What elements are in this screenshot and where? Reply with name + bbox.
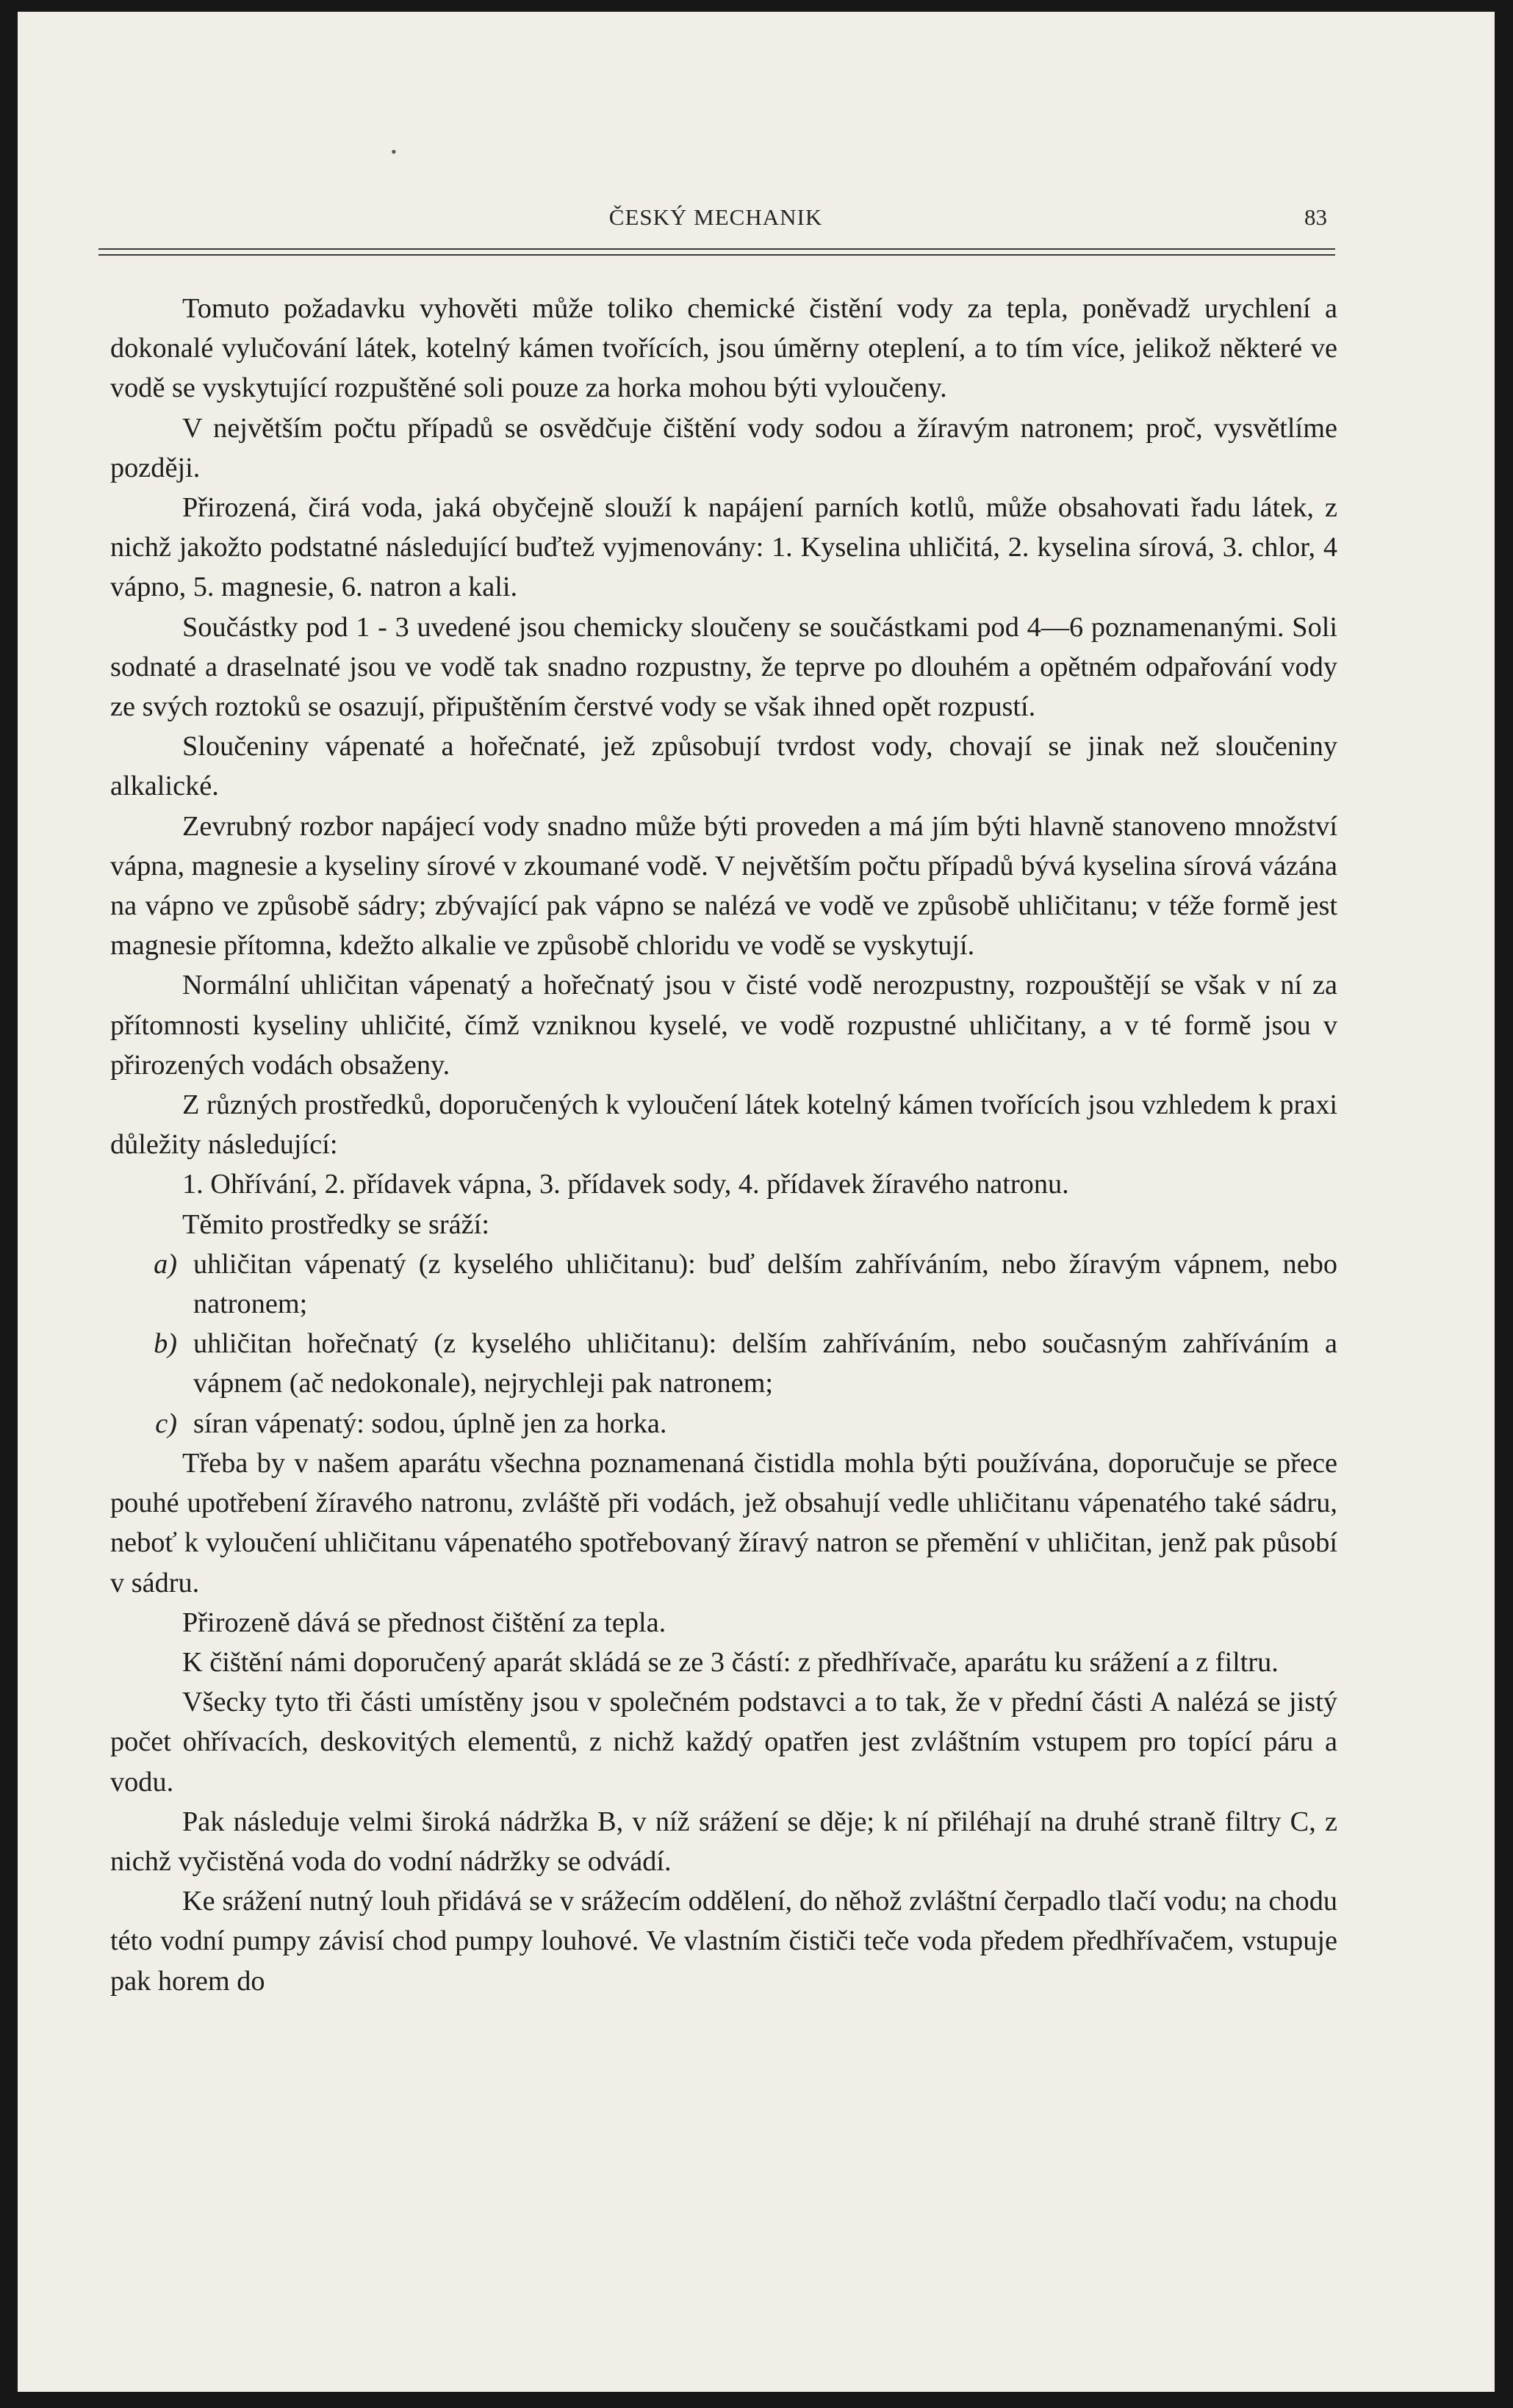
paragraph: Z různých prostředků, doporučených k vyloučení látek kotelný kámen tvořících jsou vzhledem k praxi důležity následující: [110,1089,1337,1161]
running-title: ČESKÝ MECHANIK [608,204,823,230]
paragraph: V největším počtu případů se osvědčuje čištění vody sodou a žíravým natronem; proč, vysvětlíme později. [110,412,1337,483]
page-number: 83 [1304,204,1327,230]
paragraph: Tomuto požadavku vyhověti může toliko chemické čistění vody za tepla, poněvadž urychlení a dokonalé vylučování látek, kotelný kámen tvořících, jsou úměrny oteplení, a to tím více, jelikož některé ve vodě se vyskytující rozpuštěné soli pouze za horka mohou býti vyloučeny. [110,293,1337,404]
list-item [110,1404,1337,1443]
paragraph: Zevrubný rozbor napájecí vody snadno může býti proveden a má jím býti hlavně stanoveno množství vápna, magnesie a kyseliny sírové v zkoumané vodě. V největším počtu případů bývá kyselina sírová vázána na vápno ve způsobě sádry; zbývající pak vápno se nalézá ve vodě ve způsobě uhličitanu; v téže formě jest magnesie přítomna, kdežto alkalie ve způsobě chloridu ve vodě se vyskytují. [110,810,1337,962]
list-text: uhličitan vápenatý (z kyselého uhličitanu): buď delším zahříváním, nebo žíravým vápnem, nebo natronem; [193,1248,1337,1320]
paragraph: Normální uhličitan vápenatý a hořečnatý jsou v čisté vodě nerozpustny, rozpouštějí se však v ní za přítomnosti kyseliny uhličité, čímž vzniknou kyselé, ve vodě rozpustné uhličitany, a v té formě jsou v přirozených vodách obsaženy. [110,970,1337,1081]
paragraph: K čištění námi doporučený aparát skládá se ze 3 částí: z předhřívače, aparátu ku srážení a z filtru. [182,1646,1279,1678]
list-label: c) [155,1407,177,1439]
precipitate-intro: Těmito prostředky se sráží: [182,1208,489,1240]
running-header [98,204,1333,248]
list-text: uhličitan hořečnatý (z kyselého uhličitanu): delším zahříváním, nebo současným zahříváním a vápnem (ač nedokonale), nejrychleji pak natronem; [193,1328,1337,1399]
precipitate-list [110,1244,1337,1443]
list-item [110,1324,1337,1403]
paragraph: Třeba by v našem aparátu všechna poznamenaná čistidla mohla býti používána, doporučuje se přece pouhé upotřebení žíravého natronu, zvláště při vodách, jež obsahují vedle uhličitanu vápenatého také sádru, neboť k vyloučení uhličitanu vápenatého spotřebovaný žíravý natron se přemění v uhličitan, jenž pak působí v sádru. [110,1447,1337,1598]
paragraph: Přirozeně dává se přednost čištění za tepla. [182,1607,666,1638]
paragraph: Součástky pod 1 - 3 uvedené jsou chemicky sloučeny se součástkami pod 4—6 poznamenanými. Soli sodnaté a draselnaté jsou ve vodě tak snadno rozpustny, že teprve po dlouhém a opětném odpařování vody ze svých roztoků se osazují, připuštěním čerstvé vody se však ihned opět rozpustí. [110,611,1337,723]
paragraph: Přirozená, čirá voda, jaká obyčejně slouží k napájení parních kotlů, může obsahovati řadu látek, z nichž jakožto podstatné následující buďtež vyjmenovány: 1. Kyselina uhličitá, 2. kyselina sírová, 3. chlor, 4 vápno, 5. magnesie, 6. natron a kali. [110,492,1337,603]
list-label: b) [154,1328,177,1360]
book-page [18,12,1495,2392]
paragraph: Pak následuje velmi široká nádržka B, v níž srážení se děje; k ní přiléhají na druhé straně filtry C, z nichž vyčistěná voda do vodní nádržky se odvádí. [110,1806,1337,1877]
header-rule-bottom [98,254,1335,256]
paragraph: Ke srážení nutný louh přidává se v srážecím oddělení, do něhož zvláštní čerpadlo tlačí vodu; na chodu této vodní pumpy závisí chod pumpy louhové. Ve vlastním čističi teče voda předem předhřívačem, vstupuje pak horem do [110,1886,1337,1997]
list-label: a) [154,1248,177,1280]
print-speck: • [391,143,397,161]
list-item [110,1244,1337,1324]
methods-list: 1. Ohřívání, 2. přídavek vápna, 3. přídavek sody, 4. přídavek žíravého natronu. [182,1169,1069,1200]
paragraph: Všecky tyto tři části umístěny jsou v společném podstavci a to tak, že v přední části A nalézá se jistý počet ohřívacích, deskovitých elementů, z nichž každý opatřen jest zvláštním vstupem pro topící páru a vodu. [110,1687,1337,1798]
header-rule-top [98,248,1335,250]
body-text [110,289,1337,2001]
list-text: síran vápenatý: sodou, úplně jen za horka. [193,1407,667,1439]
paragraph: Sloučeniny vápenaté a hořečnaté, jež způsobují tvrdost vody, chovají se jinak než sloučeniny alkalické. [110,731,1337,802]
